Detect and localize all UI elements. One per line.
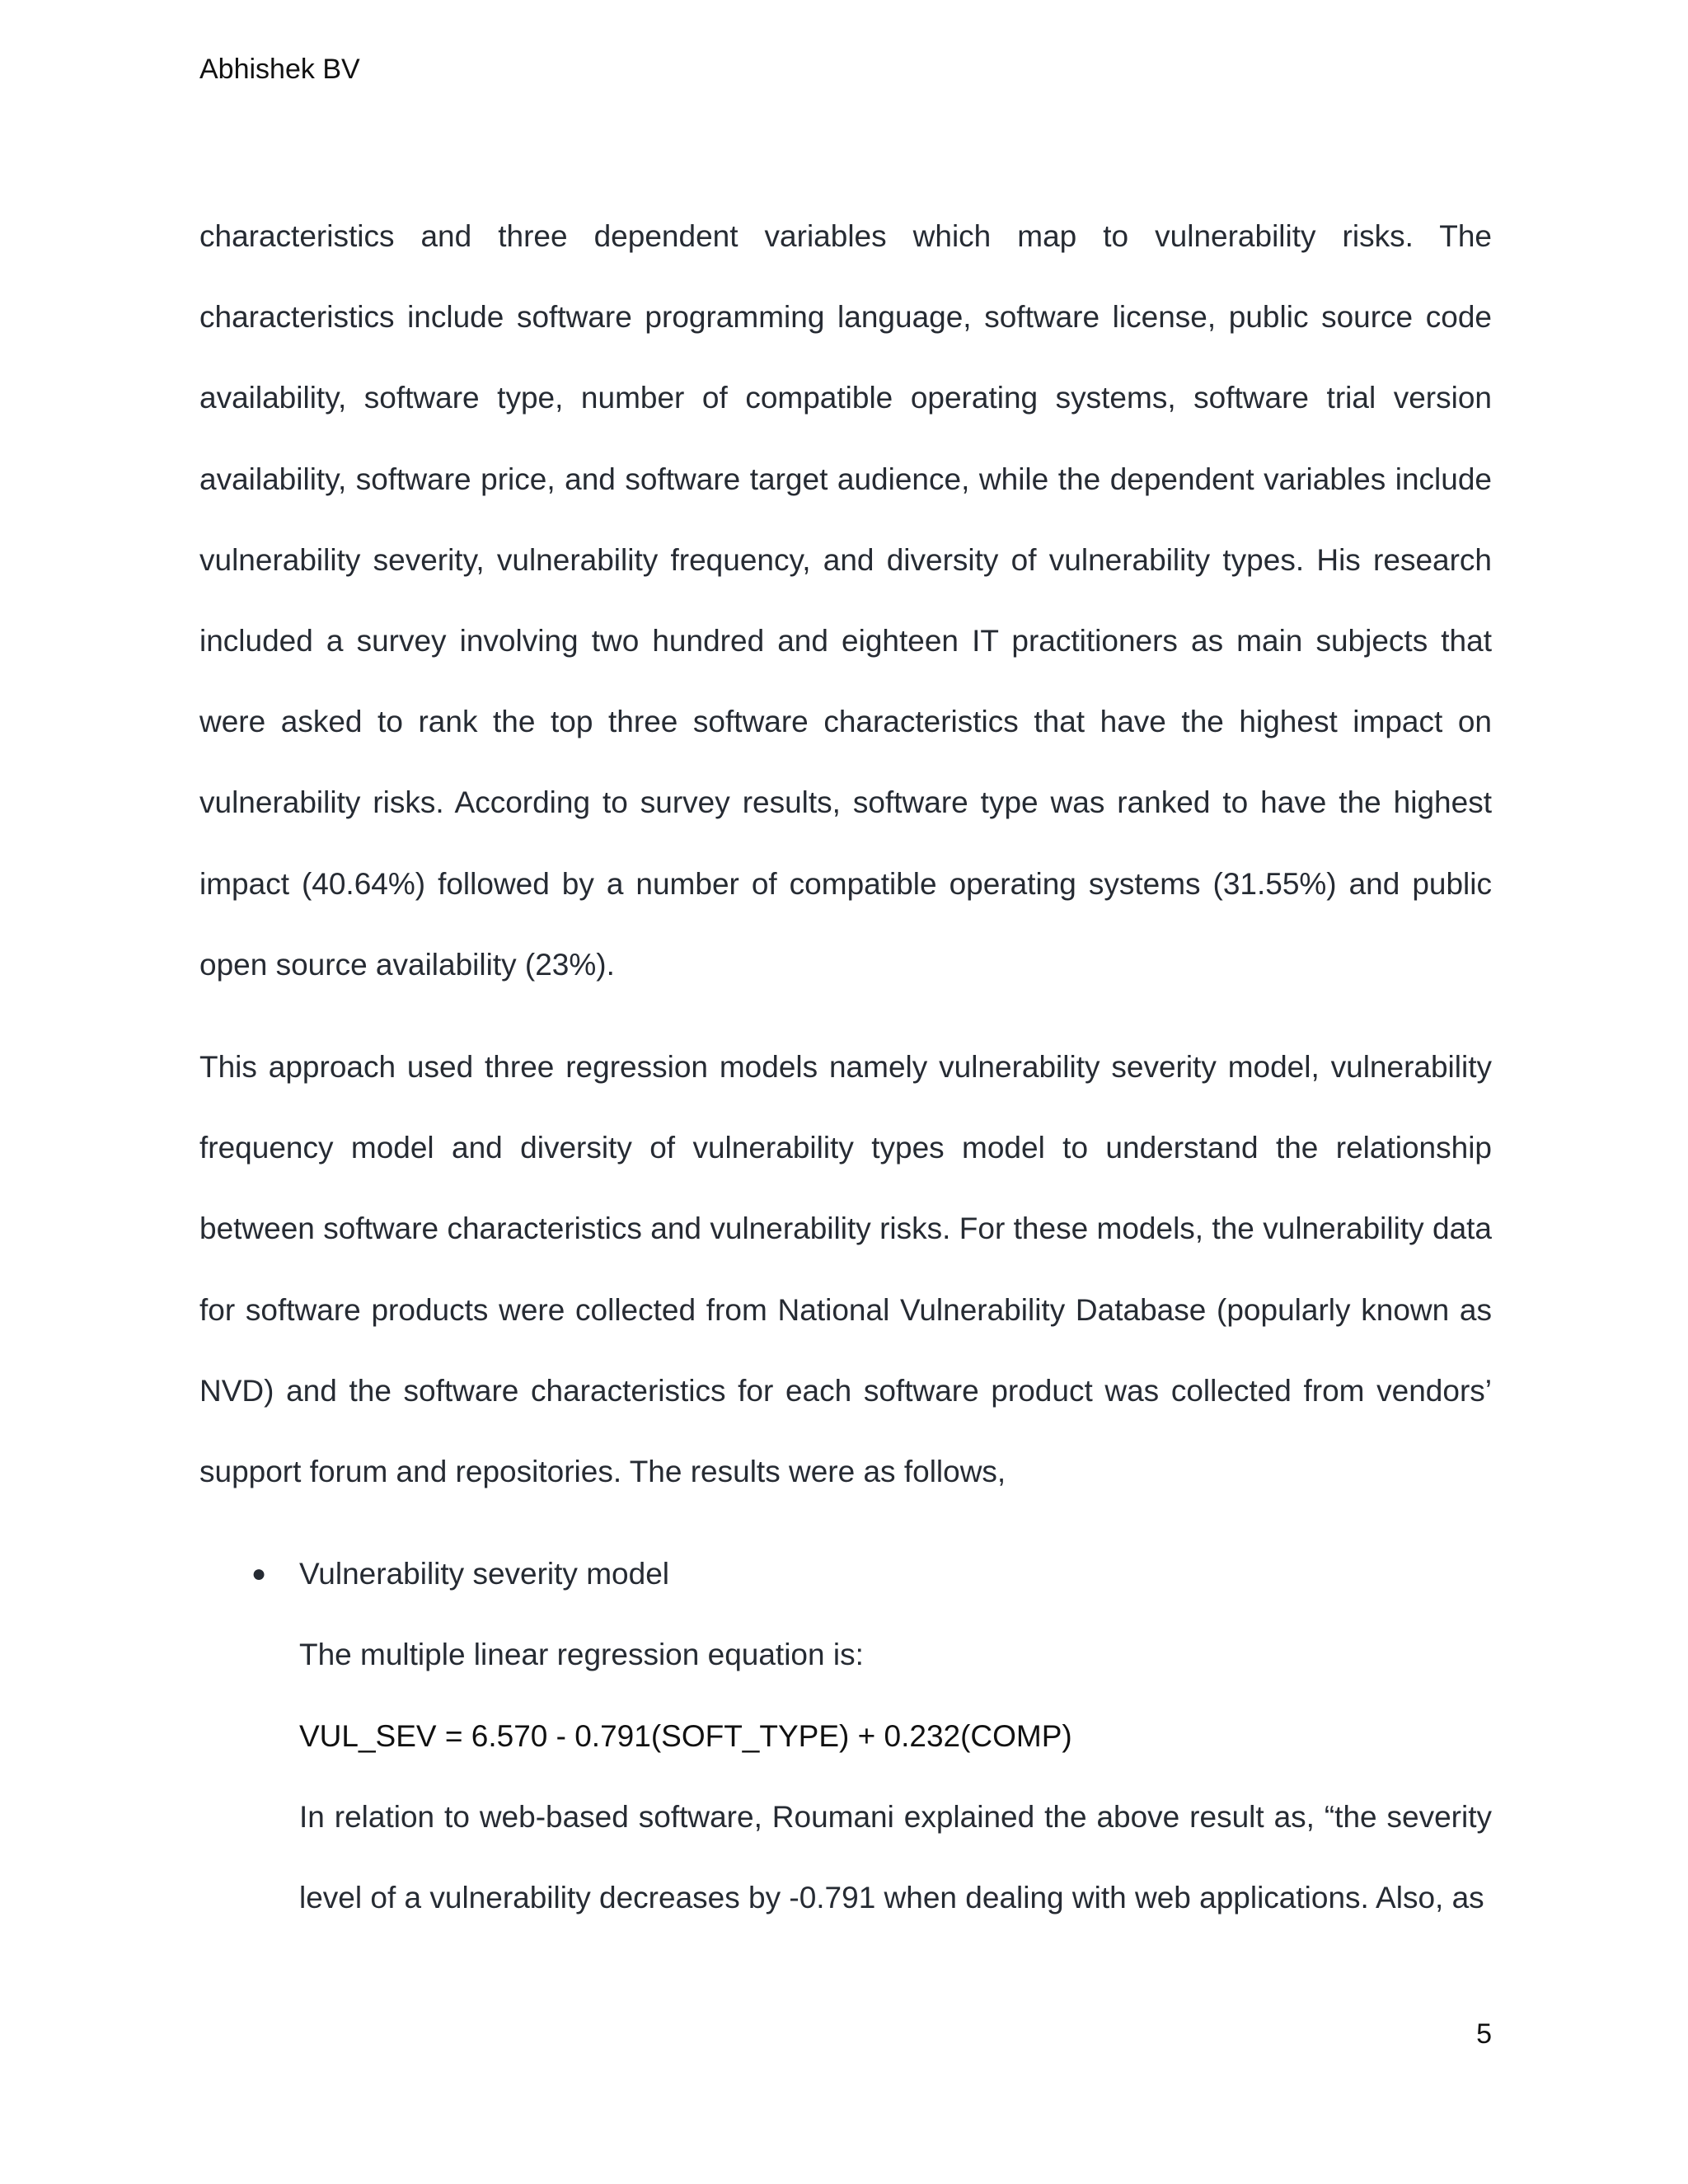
header-author: Abhishek BV [199, 54, 360, 85]
page-number: 5 [1476, 2018, 1492, 2050]
body-paragraph-1: characteristics and three dependent variables which map to vulnerability risks. The characteristics include software programming language, software license, public source code availability, software type, number of compatible operating systems, software trial version availability, software price, and software target audience, while the dependent variables include vulnerability severity, vulnerability frequency, and diversity of vulnerability types. His research included a survey involving two hundred and eighteen IT practitioners as main subjects that were asked to rank the top three software characteristics that have the highest impact on vulnerability risks. According to survey results, software type was ranked to have the highest impact (40.64%) followed by a number of compatible operating systems (31.55%) and public open source availability (23%). [199, 219, 1492, 982]
bullet-list [199, 1534, 1492, 1938]
bullet-title: Vulnerability severity model [299, 1557, 669, 1591]
list-item [251, 1534, 1492, 1938]
body-paragraph-2: This approach used three regression models namely vulnerability severity model, vulnerability frequency model and diversity of vulnerability types model to understand the relationship between software characteristics and vulnerability risks. For these models, the vulnerability data for software products were collected from National Vulnerability Database (popularly known as NVD) and the software characteristics for each software product was collected from vendors’ support forum and repositories. The results were as follows, [199, 1050, 1492, 1489]
bullet-icon: ● [251, 1560, 267, 1588]
document-body [199, 196, 1492, 1938]
regression-equation: VUL_SEV = 6.570 - 0.791(SOFT_TYPE) + 0.232(COMP) [299, 1718, 1072, 1753]
equation-explanation: In relation to web-based software, Roumani explained the above result as, “the severity level of a vulnerability decreases by -0.791 when dealing with web applications. Also, as [299, 1799, 1492, 1915]
equation-intro: The multiple linear regression equation is: [299, 1638, 864, 1672]
